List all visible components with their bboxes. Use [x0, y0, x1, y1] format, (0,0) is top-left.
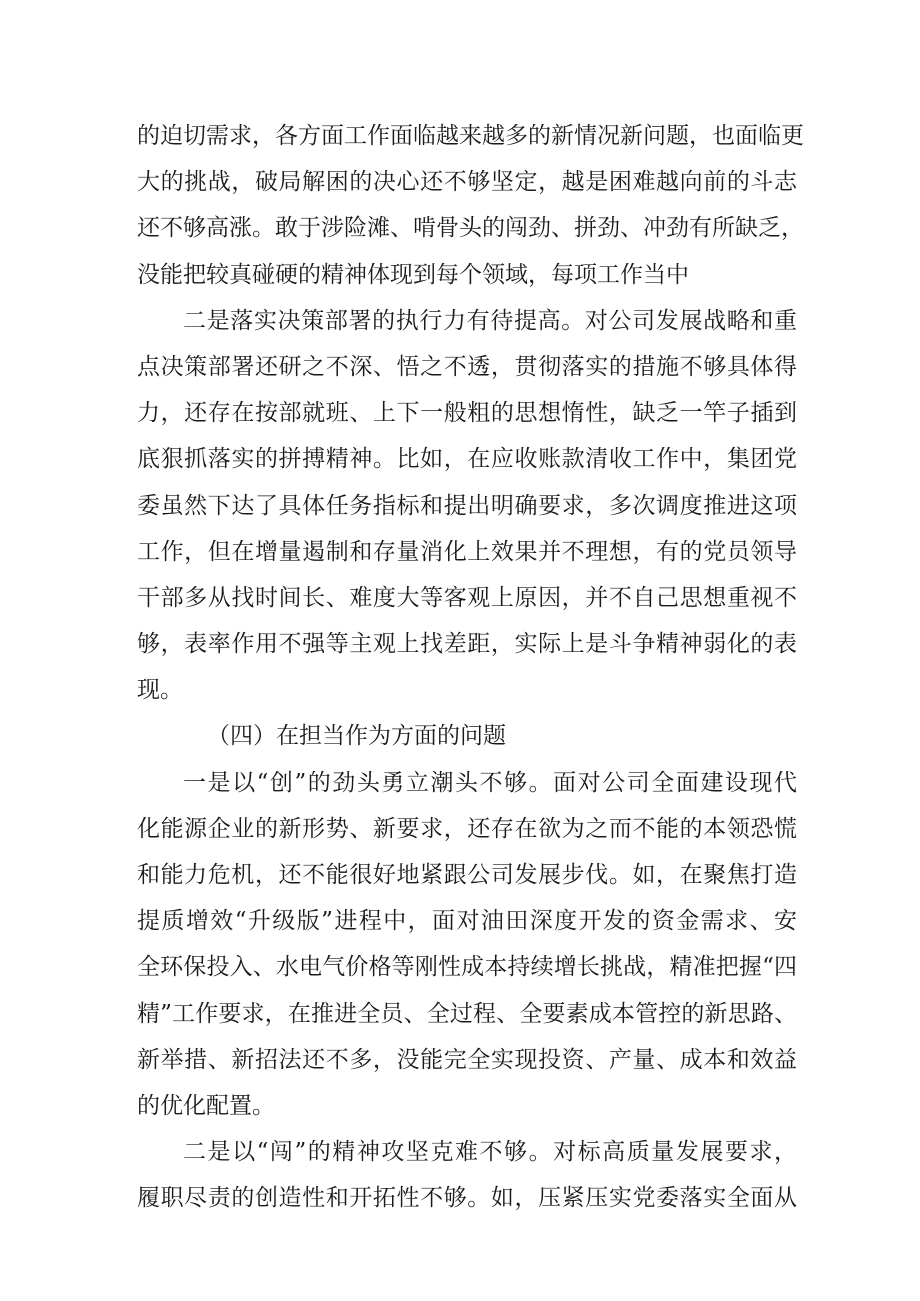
text-line: 提质增效“升级版”进程中，面对油田深度开发的资金需求、安 — [137, 908, 797, 935]
section-heading: （四）在担当作为方面的问题 — [207, 723, 506, 750]
text-line: 底狠抓落实的拼搏精神。比如，在应收账款清收工作中，集团党 — [137, 446, 797, 473]
text-line: 现。 — [137, 677, 183, 704]
text-line: 工作，但在增量遏制和存量消化上效果并不理想，有的党员领导 — [137, 538, 797, 565]
text-line: 履职尽责的创造性和开拓性不够。如，压紧压实党委落实全面从 — [137, 1185, 797, 1212]
text-line: 精”工作要求，在推进全员、全过程、全要素成本管控的新思路、 — [137, 1000, 797, 1027]
text-line: 力，还存在按部就班、上下一般粗的思想惰性，缺乏一竿子插到 — [137, 400, 797, 427]
text-line: 的迫切需求，各方面工作面临越来越多的新情况新问题，也面临更 — [137, 123, 804, 149]
text-line: 和能力危机，还不能很好地紧跟公司发展步伐。如，在聚焦打造 — [137, 862, 797, 888]
text-line: 全环保投入、水电气价格等刚性成本持续增长挑战，精准把握“四 — [137, 954, 797, 981]
text-line: 还不够高涨。敢于涉险滩、啃骨头的闯劲、拼劲、冲劲有所缺乏， — [137, 215, 804, 242]
text-line: 大的挑战，破局解困的决心还不够坚定，越是困难越向前的斗志 — [137, 169, 797, 196]
text-line: 够，表率作用不强等主观上找差距，实际上是斗争精神弱化的表 — [137, 631, 797, 658]
text-line: 一是以“创”的劲头勇立潮头不够。面对公司全面建设现代 — [183, 769, 797, 796]
text-line: 点决策部署还研之不深、悟之不透，贯彻落实的措施不够具体得 — [137, 353, 797, 380]
text-line: 委虽然下达了具体任务指标和提出明确要求，多次调度推进这项 — [137, 492, 797, 519]
text-line: 没能把较真碰硬的精神体现到每个领域，每项工作当中 — [137, 261, 689, 288]
text-line: 新举措、新招法还不多，没能完全实现投资、产量、成本和效益 — [137, 1046, 797, 1073]
text-line: 干部多从找时间长、难度大等客观上原因，并不自己思想重视不 — [137, 584, 797, 611]
text-line: 化能源企业的新形势、新要求，还存在欲为之而不能的本领恐慌 — [137, 815, 797, 842]
text-line: 二是落实决策部署的执行力有待提高。对公司发展战略和重 — [183, 307, 797, 334]
text-line: 的优化配置。 — [137, 1092, 275, 1119]
text-line: 二是以“闯”的精神攻坚克难不够。对标高质量发展要求， — [183, 1139, 797, 1166]
document-body — [137, 113, 804, 1222]
